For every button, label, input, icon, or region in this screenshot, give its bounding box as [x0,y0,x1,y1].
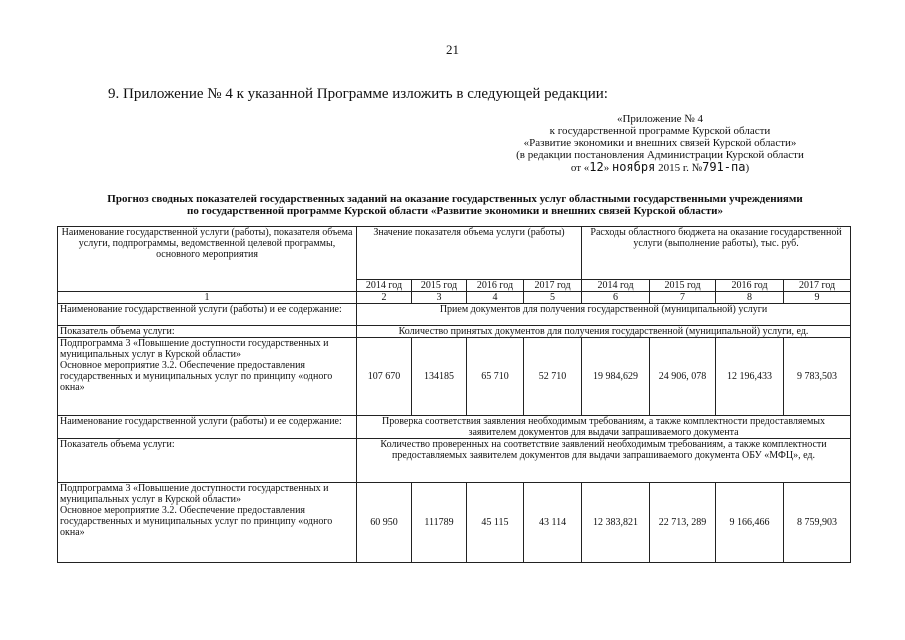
service-label: Наименование государственной услуги (работы) и ее содержание: [58,416,357,439]
year-header: 2014 год [582,280,650,292]
date-year: 2015 г. № [655,162,703,174]
appendix-line: к государственной программе Курской области [549,125,771,137]
column-number: 6 [582,292,650,304]
appendix-line: «Развитие экономики и внешних связей Курской области» [523,137,797,149]
value-cell: 19 984,629 [582,338,650,416]
indicator-label: Показатель объема услуги: [58,439,357,483]
service-value: Проверка соответствия заявления необходимым требованиям, а также комплектности предоставляемых заявителем документов для выдачи запрашиваемого документа [357,416,851,439]
value-cell: 134185 [412,338,467,416]
year-header: 2015 год [650,280,716,292]
title-line: по государственной программе Курской области «Развитие экономики и внешних связей Курской области» [187,205,723,217]
appendix-block [480,113,840,174]
value-cell: 22 713, 289 [650,483,716,563]
value-cell: 60 950 [357,483,412,563]
value-cell: 65 710 [467,338,524,416]
header-col1: Наименование государственной услуги (работы), показателя объема услуги, подпрограммы, ведомственной целевой программы, основного мероприятия [58,227,357,292]
value-cell: 12 196,433 [716,338,784,416]
document-number: 791-па [702,160,746,174]
value-cell: 45 115 [467,483,524,563]
service-label: Наименование государственной услуги (работы) и ее содержание: [58,304,357,326]
column-number: 1 [58,292,357,304]
year-header: 2016 год [467,280,524,292]
date-mid: » [603,162,612,174]
header-budget-group: Расходы областного бюджета на оказание государственной услуги (выполнение работы), тыс. руб. [582,227,851,280]
value-cell: 9 166,466 [716,483,784,563]
indicator-value: Количество проверенных на соответствие заявлений необходимым требованиям, а также комплектности предоставляемых заявителем документов для выдачи запрашиваемого документа ОБУ «МФЦ», ед. [357,439,851,483]
title-line: Прогноз сводных показателей государственных заданий на оказание государственных услуг областными государственными учреждениями [107,193,803,205]
subprogram-text: Подпрограмма 3 «Повышение доступности государственных и муниципальных услуг в Курской области» [60,338,329,360]
value-cell: 107 670 [357,338,412,416]
column-number: 5 [524,292,582,304]
column-number: 2 [357,292,412,304]
program-cell [58,338,357,416]
appendix-date-line [480,161,840,174]
measure-text: Основное мероприятие 3.2. Обеспечение предоставления государственных и муниципальных услуг по принципу «одного окна» [60,505,333,538]
column-number: 4 [467,292,524,304]
date-suffix: ) [745,162,750,174]
column-number: 7 [650,292,716,304]
year-header: 2015 год [412,280,467,292]
subprogram-text: Подпрограмма 3 «Повышение доступности государственных и муниципальных услуг в Курской области» [60,483,329,505]
forecast-table [57,226,851,563]
value-cell: 8 759,903 [784,483,851,563]
column-number: 3 [412,292,467,304]
measure-text: Основное мероприятие 3.2. Обеспечение предоставления государственных и муниципальных услуг по принципу «одного окна» [60,360,333,393]
value-cell: 12 383,821 [582,483,650,563]
indicator-label: Показатель объема услуги: [58,326,357,338]
date-month: ноября [611,160,656,174]
section-heading: 9. Приложение № 4 к указанной Программе изложить в следующей редакции: [108,86,608,102]
appendix-line: «Приложение № 4 [616,113,704,125]
indicator-value: Количество принятых документов для получения государственной (муниципальной) услуги, ед. [357,326,851,338]
year-header: 2017 год [784,280,851,292]
value-cell: 52 710 [524,338,582,416]
table-title [55,193,855,217]
date-day: 12 [589,160,604,174]
header-values-group: Значение показателя объема услуги (работы) [357,227,582,280]
column-number: 9 [784,292,851,304]
page-number: 21 [446,42,459,57]
value-cell: 111789 [412,483,467,563]
service-value: Прием документов для получения государственной (муниципальной) услуги [357,304,851,326]
value-cell: 9 783,503 [784,338,851,416]
year-header: 2017 год [524,280,582,292]
date-prefix: от « [570,162,590,174]
year-header: 2014 год [357,280,412,292]
appendix-line: (в редакции постановления Администрации Курской области [516,149,804,161]
year-header: 2016 год [716,280,784,292]
value-cell: 24 906, 078 [650,338,716,416]
value-cell: 43 114 [524,483,582,563]
column-number: 8 [716,292,784,304]
program-cell [58,483,357,563]
